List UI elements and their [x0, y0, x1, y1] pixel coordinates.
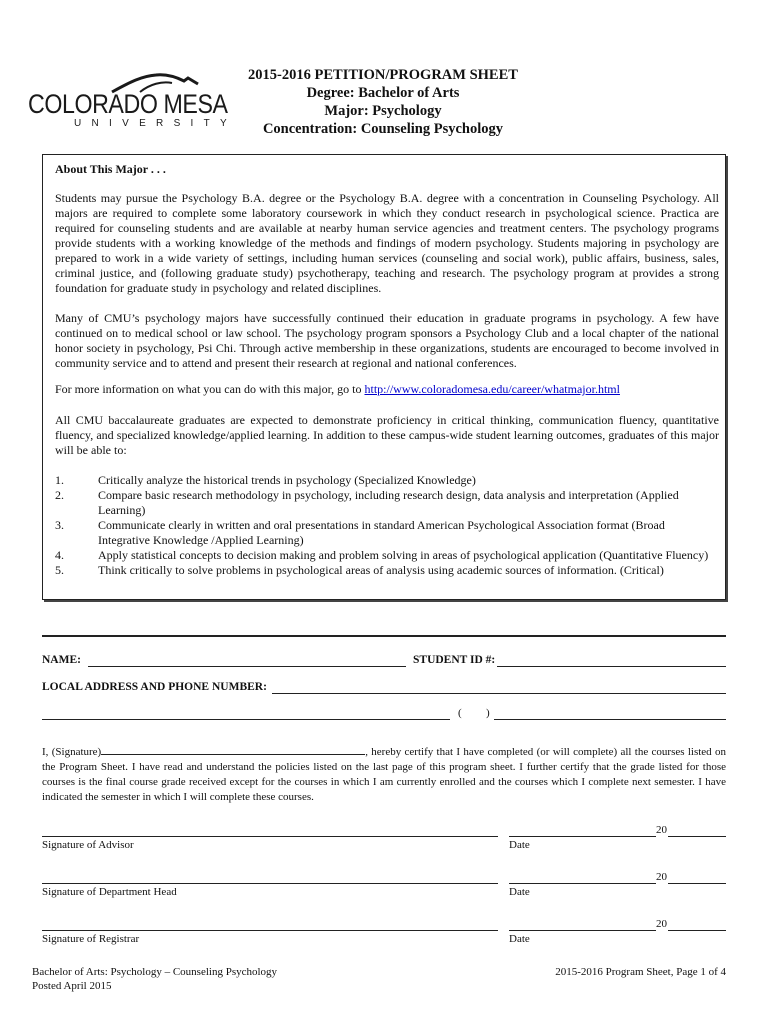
cert-signature-label: I, (Signature)	[42, 746, 102, 758]
department-head-date-field[interactable]	[509, 883, 656, 884]
university-logo	[28, 76, 238, 136]
about-paragraph-2: Many of CMU’s psychology majors have successfully continued their education in graduate programs in psychology. A few have continued on to medical school or law school. The psychology program sponsors a Psychology Club and a local chapter of the national honor society in psychology, Psi Chi. Through active membership in these organizations, students are encouraged to become involved in community service and to attend and present their research at regional and national conferences.	[55, 311, 719, 370]
about-title: About This Major . . .	[55, 162, 166, 176]
document-header	[228, 66, 538, 138]
advisor-signature-field[interactable]	[42, 836, 498, 837]
registrar-date-label: Date	[509, 933, 530, 945]
address-line-2-field[interactable]	[42, 719, 450, 720]
registrar-year-prefix: 20	[656, 918, 667, 930]
logo-name: COLORADO MESA	[28, 89, 228, 119]
department-head-date-label: Date	[509, 886, 530, 898]
outcome-item: 4. Apply statistical concepts to decision making and problem solving in areas of psychological application (Quantitative Fluency)	[55, 548, 709, 562]
department-head-signature-field[interactable]	[42, 883, 498, 884]
about-major-box	[42, 154, 726, 600]
header-concentration: Concentration: Counseling Psychology	[262, 121, 504, 137]
registrar-date-field[interactable]	[509, 930, 656, 931]
outcome-item: 5. Think critically to solve problems in psychological areas of analysis using academic sources of information. (Critical)	[55, 563, 664, 577]
advisor-date-field[interactable]	[509, 836, 656, 837]
about-paragraph-3	[55, 382, 719, 397]
header-degree: Degree: Bachelor of Arts	[306, 85, 460, 101]
more-info-text: For more information on what you can do with this major, go to	[55, 382, 365, 396]
footer-page-number: 2015-2016 Program Sheet, Page 1 of 4	[555, 966, 726, 978]
phone-close-paren: )	[486, 707, 490, 719]
header-title: 2015-2016 PETITION/PROGRAM SHEET	[248, 67, 518, 83]
footer-left	[32, 965, 277, 993]
footer-posted: Posted April 2015	[32, 980, 112, 992]
address-field[interactable]	[272, 693, 726, 694]
department-head-year-field[interactable]	[668, 883, 726, 884]
advisor-date-label: Date	[509, 839, 530, 851]
certification-text	[42, 744, 726, 805]
student-id-field[interactable]	[497, 666, 726, 667]
advisor-year-field[interactable]	[668, 836, 726, 837]
registrar-signature-field[interactable]	[42, 930, 498, 931]
phone-field[interactable]	[494, 719, 726, 720]
department-head-signature-label: Signature of Department Head	[42, 886, 177, 898]
section-divider	[42, 635, 726, 637]
student-id-label: STUDENT ID #:	[413, 654, 496, 666]
address-label: LOCAL ADDRESS AND PHONE NUMBER:	[42, 681, 267, 693]
registrar-year-field[interactable]	[668, 930, 726, 931]
about-paragraph-4: All CMU baccalaureate graduates are expected to demonstrate proficiency in critical thinking, communication fluency, quantitative fluency, and specialized knowledge/applied learning. In addition to these campus-wide student learning outcomes, graduates of this major will be able to:	[55, 413, 719, 457]
logo-subtitle: UNIVERSITY	[74, 118, 238, 129]
about-paragraph-1: Students may pursue the Psychology B.A. degree or the Psychology B.A. degree with a concentration in Counseling Psychology. All majors are required to complete some laboratory coursework in which they conduct research in psychological science. Practica are required for counseling students and are available at nearby human service agencies and treatment centers. The psychology programs provide students with a working knowledge of the methods and findings of modern psychology. Students majoring in psychology are prepared to work in a wide variety of settings, including human services (counseling and social work), public affairs, business, sales, criminal justice, and (following graduate study) psychotherapy, teaching and research. The psychology program at provides a strong foundation for graduate study in psychology and related disciplines.	[55, 191, 719, 295]
name-label: NAME:	[42, 654, 81, 666]
outcome-item: 3. Communicate clearly in written and oral presentations in standard American Psychological Association format (Broad Integrative Knowledge /Applied Learning)	[55, 518, 665, 547]
advisor-year-prefix: 20	[656, 824, 667, 836]
registrar-signature-label: Signature of Registrar	[42, 933, 140, 945]
phone-open-paren: (	[458, 707, 462, 719]
cert-signature-field[interactable]	[101, 744, 365, 755]
outcome-item: 2. Compare basic research methodology in psychology, including research design, data analysis and interpretation (Applied Learning)	[55, 488, 679, 517]
header-major: Major: Psychology	[324, 103, 442, 119]
career-link[interactable]: http://www.coloradomesa.edu/career/whatmajor.html	[364, 382, 620, 396]
footer-program: Bachelor of Arts: Psychology – Counseling Psychology	[32, 966, 278, 978]
cert-body: , hereby certify that I have completed (or will complete) all the courses listed on the Program Sheet. I have read and understand the policies listed on the last page of this program sheet. I further certify that the grade listed for those courses is the final course grade received except for the courses in which I am currently enrolled and the courses which I complete next semester. I have indicated the semester in which I will complete these courses.	[42, 746, 726, 803]
name-field[interactable]	[88, 666, 406, 667]
department-head-year-prefix: 20	[656, 871, 667, 883]
advisor-signature-label: Signature of Advisor	[42, 839, 134, 851]
outcomes-list	[55, 473, 719, 578]
outcome-item: 1. Critically analyze the historical trends in psychology (Specialized Knowledge)	[55, 473, 476, 487]
